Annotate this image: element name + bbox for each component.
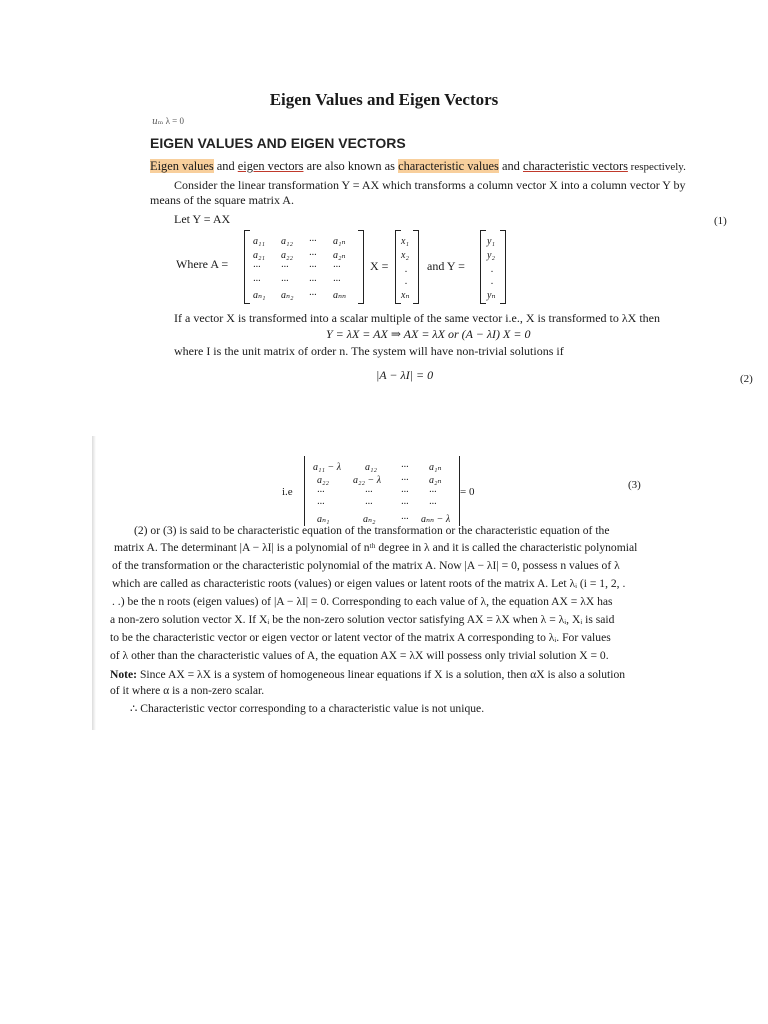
matrix-a-cell: ··· [333,262,341,273]
note-line [110,668,625,682]
matrix-a-cell: ··· [333,276,341,287]
det-cell: ··· [429,499,437,510]
line-let: Let Y = AX [174,212,231,226]
vector-y [480,230,506,304]
line-unit-matrix: where I is the unit matrix of order n. The system will have non-trivial solutions if [174,344,564,358]
vector-y-cell: y₂ [487,250,495,261]
conclusion-line: ∴ Characteristic vector corresponding to a characteristic value is not unique. [130,702,485,715]
paragraph-line: of λ other than the characteristic values of A, the equation AX = λX will possess only trivial solution X = 0. [110,649,609,662]
det-cell: a₁₂ [365,462,377,473]
det-cell: a₂₂ − λ [353,475,382,486]
x-equals-label: X = [370,259,389,273]
scan-image-2 [92,436,684,730]
matrix-a-cell: a₁₁ [253,236,265,247]
det-cell: a₂₂ [317,475,329,486]
paragraph-line: (2) or (3) is said to be characteristic equation of the transformation or the characteristic equation of the [134,524,610,537]
text-and2: and [498,159,523,173]
det-cell: ··· [365,487,373,498]
characteristic-determinant [304,456,460,526]
line-square-matrix: means of the square matrix A. [150,193,294,207]
matrix-a-cell: ··· [253,276,261,287]
note-text: Since AX = λX is a system of homogeneous linear equations if X is a solution, then αX is also a solution [137,668,626,681]
vector-x-cell: x₂ [401,250,409,261]
det-cell: ··· [401,462,409,473]
underline-eigen-vectors: eigen vectors [237,159,304,173]
vector-x-cell: x₁ [401,236,409,247]
matrix-a-cell: ··· [281,276,289,287]
paragraph-line: of the transformation or the characteristic polynomial of the matrix A. Now |A − λI| = 0, possess n values of λ [112,559,620,572]
text-end: respectively. [627,161,686,173]
note-label: Note: [110,668,138,681]
line-scalar-multiple: If a vector X is transformed into a scalar multiple of the same vector i.e., X is transformed to λX then [174,311,660,325]
equation-y-lambda-x: Y = λX = AX ⇒ AX = λX or (A − λI) X = 0 [326,327,531,341]
matrix-a-cell: ··· [309,262,317,273]
det-cell: aₙ₁ [317,514,330,525]
det-cell: aₙ₂ [363,514,376,525]
equation-number-3: (3) [628,479,641,491]
equation-det-zero: |A − λI| = 0 [376,368,434,382]
matrix-a-cell: ··· [253,262,261,273]
paragraph-line: . .) be the n roots (eigen values) of |A − λI| = 0. Corresponding to each value of λ, the equation AX = λX has [112,595,613,608]
paragraph-line: which are called as characteristic roots (values) or eigen values or latent roots of the matrix A. Let λᵢ (i = 1, 2, . [112,577,626,590]
det-cell: aₙₙ − λ [421,514,451,525]
scan-image-1 [140,126,753,420]
matrix-a [244,230,364,304]
det-cell: ··· [401,514,409,525]
matrix-a-cell: aₙ₂ [281,290,294,301]
matrix-a-cell: a₂₁ [253,250,265,261]
underline-characteristic-vectors: characteristic vectors [522,159,628,173]
det-cell: a₁ₙ [429,462,442,473]
matrix-a-cell: ··· [309,290,317,301]
paragraph-line: matrix A. The determinant |A − λI| is a polynomial of nᵗʰ degree in λ and it is called the characteristic polynomial [114,541,638,554]
vector-y-cell: . [491,264,494,275]
highlight-eigen-values: Eigen values [150,159,214,173]
paragraph-line: to be the characteristic vector or eigen vector or latent vector of the matrix A corresponding to λᵢ. For values [110,631,611,644]
equation-number-1: (1) [714,215,727,227]
matrix-a-cell: aₙₙ [333,290,347,301]
matrix-a-cell: a₁ₙ [333,236,346,247]
line-consider: Consider the linear transformation Y = AX which transforms a column vector X into a column vector Y by [174,178,686,192]
intro-line [150,159,686,175]
vector-x-cell: . [405,276,408,287]
where-a-label: Where A = [176,257,229,271]
det-cell: ··· [401,475,409,486]
det-cell: ··· [401,487,409,498]
matrix-a-cell: ··· [309,250,317,261]
matrix-a-cell: ··· [309,276,317,287]
and-y-label: and Y = [427,259,465,273]
det-cell: ··· [317,487,325,498]
text-and: and [213,159,238,173]
vector-y-cell: . [491,276,494,287]
matrix-a-cell: ··· [309,236,317,247]
det-cell: a₁₁ − λ [313,462,342,473]
cut-off-line: 𝑢ₘ λ = 0 [152,116,185,126]
det-cell: ··· [317,499,325,510]
vector-y-cell: yₙ [487,290,496,301]
matrix-a-cell: aₙ₁ [253,290,266,301]
det-equals-zero: = 0 [460,486,475,498]
paragraph-line: a non-zero solution vector X. If Xᵢ be the non-zero solution vector satisfying AX = λX when λ = λᵢ, Xᵢ is said [110,613,615,626]
highlight-characteristic-values: characteristic values [398,159,499,173]
page-title: Eigen Values and Eigen Vectors [269,90,499,109]
matrix-a-cell: a₂₂ [281,250,293,261]
det-cell: a₂ₙ [429,475,442,486]
matrix-a-cell: a₂ₙ [333,250,346,261]
det-cell: ··· [365,499,373,510]
text-mid: are also known as [303,159,399,173]
det-cell: ··· [401,499,409,510]
matrix-a-cell: a₁₂ [281,236,293,247]
equation-number-2: (2) [740,373,753,385]
section-heading: EIGEN VALUES AND EIGEN VECTORS [150,135,406,151]
matrix-a-cell: ··· [281,262,289,273]
vector-x-cell: . [405,264,408,275]
vector-x [395,230,419,304]
vector-y-cell: y₁ [487,236,495,247]
ie-label: i.e [282,486,293,498]
note-line-2: of it where α is a non-zero scalar. [110,684,265,697]
det-cell: ··· [429,487,437,498]
vector-x-cell: xₙ [401,290,410,301]
